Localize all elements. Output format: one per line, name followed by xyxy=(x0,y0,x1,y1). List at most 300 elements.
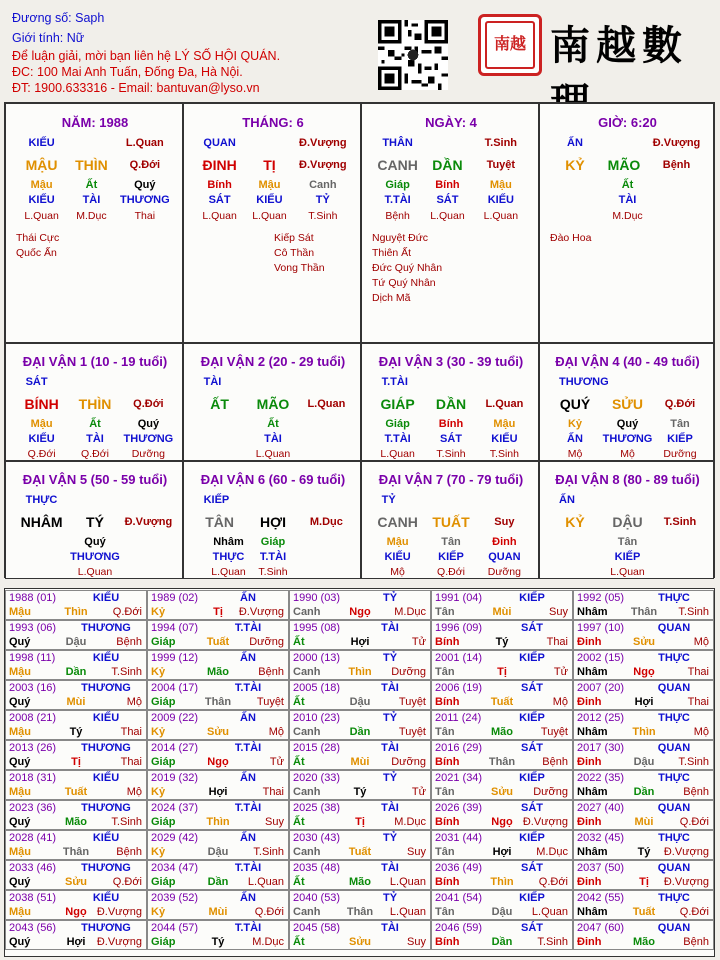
hidden-stage: M.Dục xyxy=(76,210,107,222)
dai-van-title: ĐẠI VẬN 4 (40 - 49 tuổi) xyxy=(555,354,700,369)
year-god: QUAN xyxy=(657,862,691,874)
year-stem: Canh xyxy=(293,906,321,918)
hidden-god: KIẾU xyxy=(491,433,518,445)
year-cell xyxy=(573,890,714,920)
year-stage: L.Quan xyxy=(247,876,284,888)
year-label: 2033 (46) xyxy=(9,862,57,874)
year-stage: Tuyệt xyxy=(398,696,426,708)
year-stem: Mậu xyxy=(9,906,31,918)
star-label: Cô Thần xyxy=(274,247,315,259)
pillar-stage: Q.Đới xyxy=(129,159,161,171)
year-branch: Tuất xyxy=(206,636,230,648)
contact-line-2: ĐC: 100 Mai Anh Tuấn, Đống Đa, Hà Nội. xyxy=(12,65,243,79)
year-stem: Kỷ xyxy=(151,846,166,858)
year-god: TỶ xyxy=(382,652,398,664)
dai-van-stem: GIÁP xyxy=(380,396,415,412)
hidden-stem: Ất xyxy=(267,418,279,430)
year-label: 2010 (23) xyxy=(293,712,341,724)
year-stem: Đinh xyxy=(577,756,602,768)
year-stage: Thai xyxy=(120,756,142,768)
hidden-god: KIẾU xyxy=(384,551,411,563)
hidden-stem: Giáp xyxy=(385,418,410,430)
year-cell xyxy=(147,620,289,650)
hidden-god: THƯƠNG xyxy=(119,194,170,206)
year-stem: Kỷ xyxy=(151,786,166,798)
hidden-stage: Mộ xyxy=(567,448,583,460)
year-stem: Ất xyxy=(293,816,305,828)
year-cell xyxy=(289,680,431,710)
year-branch: Hợi xyxy=(66,936,86,948)
year-cell xyxy=(431,680,573,710)
year-label: 2016 (29) xyxy=(435,742,483,754)
year-god: ẤN xyxy=(240,652,256,664)
year-cell xyxy=(5,740,147,770)
year-stem: Ất xyxy=(293,936,305,948)
year-god: KIẾP xyxy=(519,592,545,604)
hidden-god: THƯƠNG xyxy=(123,433,174,445)
hidden-stem: Tân xyxy=(617,536,638,548)
hidden-stage: L.Quan xyxy=(430,210,465,222)
year-god: KIẾU xyxy=(92,892,120,904)
year-god: THƯƠNG xyxy=(81,622,131,634)
year-cell xyxy=(573,920,714,950)
year-label: 2030 (43) xyxy=(293,832,341,844)
year-god: QUAN xyxy=(657,922,691,934)
year-god: T.TÀI xyxy=(234,682,262,694)
year-label: 2037 (50) xyxy=(577,862,625,874)
year-god: KIẾU xyxy=(92,772,120,784)
year-branch: Tý xyxy=(69,726,83,738)
dai-van-stem: NHÂM xyxy=(20,514,63,530)
year-label: 2011 (24) xyxy=(435,712,482,724)
year-cell xyxy=(431,860,573,890)
pillar-stem: CANH xyxy=(377,157,418,173)
hidden-stage: L.Quan xyxy=(380,448,415,460)
year-stage: Suy xyxy=(549,606,568,618)
hidden-stem: Bính xyxy=(207,179,232,191)
year-stem: Giáp xyxy=(151,756,176,768)
year-label: 1998 (11) xyxy=(9,652,56,664)
year-god: THƯƠNG xyxy=(81,682,131,694)
year-cell xyxy=(5,650,147,680)
year-label: 2041 (54) xyxy=(435,892,483,904)
star-label: Dịch Mã xyxy=(372,292,411,304)
year-branch: Sửu xyxy=(348,936,372,948)
year-cell xyxy=(573,680,714,710)
year-cell xyxy=(573,710,714,740)
dai-van-stem: QUÝ xyxy=(559,396,591,412)
year-god: KIẾU xyxy=(92,592,120,604)
year-stage: Bệnh xyxy=(116,636,142,648)
year-god: SÁT xyxy=(521,922,543,934)
year-stem: Kỷ xyxy=(151,666,166,678)
pillar-branch-god: Đ.Vượng xyxy=(299,137,347,149)
year-stage: Đ.Vượng xyxy=(96,906,142,918)
hidden-stem: Đinh xyxy=(492,536,517,548)
star-label: Thiên Ất xyxy=(372,247,412,259)
year-stem: Tân xyxy=(435,786,455,798)
year-stage: Dưỡng xyxy=(391,666,426,678)
year-branch: Thìn xyxy=(632,726,656,738)
year-stem: Đinh xyxy=(577,816,602,828)
year-stage: M.Dục xyxy=(394,816,426,828)
year-branch: Dần xyxy=(65,666,87,678)
owner-name: Đương số: Saph xyxy=(12,11,105,25)
year-branch: Sửu xyxy=(64,876,88,888)
year-stage: T.Sinh xyxy=(253,846,284,858)
year-branch: Tuất xyxy=(64,786,88,798)
year-god: QUAN xyxy=(657,742,691,754)
year-branch: Ngọ xyxy=(633,666,655,678)
year-god: KIẾP xyxy=(519,772,545,784)
year-stem: Mậu xyxy=(9,786,31,798)
year-stem: Tân xyxy=(435,606,455,618)
year-cell xyxy=(431,620,573,650)
hidden-stage: L.Quan xyxy=(24,210,59,222)
hidden-god: KIẾU xyxy=(28,194,55,206)
year-cell xyxy=(573,590,714,620)
year-stem: Giáp xyxy=(151,816,176,828)
year-cell xyxy=(147,920,289,950)
pillar-branch: MÃO xyxy=(607,157,641,173)
pillar-stage: Đ.Vượng xyxy=(299,159,347,171)
year-god: ẤN xyxy=(240,712,256,724)
dai-van-stage: Q.Đới xyxy=(133,398,164,410)
year-stage: Tuyệt xyxy=(256,696,284,708)
year-god: KIẾU xyxy=(92,712,120,724)
year-god: KIẾP xyxy=(519,712,545,724)
dai-van-stem: TÂN xyxy=(205,514,234,530)
hidden-god: KIẾP xyxy=(667,433,693,445)
year-god: THƯƠNG xyxy=(81,922,131,934)
year-god: KIẾP xyxy=(519,652,545,664)
year-god: TỶ xyxy=(382,772,398,784)
year-label: 2031 (44) xyxy=(435,832,483,844)
year-branch: Thân xyxy=(630,606,658,618)
dai-van-stage: Q.Đới xyxy=(664,398,696,410)
year-god: SÁT xyxy=(521,862,543,874)
year-god: T.TÀI xyxy=(234,862,262,874)
year-label: 1997 (10) xyxy=(577,622,625,634)
year-cell xyxy=(289,800,431,830)
star-label: Kiếp Sát xyxy=(274,232,314,244)
year-label: 2024 (37) xyxy=(151,802,199,814)
hidden-stage: L.Quan xyxy=(77,566,113,578)
year-branch: Tý xyxy=(353,786,367,798)
year-cell xyxy=(147,590,289,620)
hidden-stage: L.Quan xyxy=(610,566,645,578)
year-label: 2040 (53) xyxy=(293,892,341,904)
year-stem: Bính xyxy=(435,936,460,948)
hidden-stem: Giáp xyxy=(385,179,410,191)
year-stage: Dưỡng xyxy=(391,756,426,768)
dai-van-stage: T.Sinh xyxy=(663,516,697,528)
year-branch: Tý xyxy=(211,936,225,948)
year-branch: Thìn xyxy=(206,816,230,828)
year-god: THỰC xyxy=(658,712,690,724)
contact-line-3[interactable]: ĐT: 1900.633316 - Email: bantuvan@lyso.vn xyxy=(12,81,260,95)
pillar-title: NGÀY: 4 xyxy=(425,115,477,130)
year-stem: Kỷ xyxy=(151,726,166,738)
year-label: 1999 (12) xyxy=(151,652,199,664)
year-branch: Dần xyxy=(207,876,229,888)
year-stage: Tử xyxy=(269,756,284,768)
year-label: 2045 (58) xyxy=(293,922,341,934)
year-god: ẤN xyxy=(240,592,256,604)
gender-label: Giới tính: Nữ xyxy=(12,31,85,45)
pillar-stem: MẬU xyxy=(25,157,58,173)
dai-van-title: ĐẠI VẬN 7 (70 - 79 tuổi) xyxy=(378,472,524,487)
hidden-stem: Mậu xyxy=(258,179,281,191)
year-branch: Thìn xyxy=(490,876,514,888)
year-stem: Kỷ xyxy=(151,906,166,918)
year-branch: Tị xyxy=(355,816,365,828)
year-stem: Bính xyxy=(435,876,460,888)
year-cell xyxy=(289,860,431,890)
year-branch: Tuất xyxy=(348,846,372,858)
year-cell xyxy=(289,890,431,920)
year-stem: Canh xyxy=(293,726,321,738)
year-stem: Giáp xyxy=(151,876,176,888)
year-label: 2014 (27) xyxy=(151,742,199,754)
year-stem: Quý xyxy=(9,756,31,768)
year-cell xyxy=(573,860,714,890)
year-cell xyxy=(431,800,573,830)
year-stem: Đinh xyxy=(577,636,602,648)
dai-van-cell xyxy=(183,461,361,579)
year-label: 2015 (28) xyxy=(293,742,341,754)
year-cell xyxy=(147,770,289,800)
year-label: 1993 (06) xyxy=(9,622,57,634)
year-god: TÀI xyxy=(381,742,399,754)
year-label: 2043 (56) xyxy=(9,922,57,934)
dai-van-god: THỰC xyxy=(25,494,58,506)
star-label: Nguyệt Đức xyxy=(372,232,429,244)
year-god: THỰC xyxy=(658,652,690,664)
hidden-stem: Quý xyxy=(616,418,639,430)
pillar-cell xyxy=(361,103,539,343)
hidden-stage: Dưỡng xyxy=(131,448,165,460)
year-stem: Đinh xyxy=(577,936,602,948)
year-label: 2005 (18) xyxy=(293,682,341,694)
pillar-cell xyxy=(5,103,183,343)
dai-van-stem: ẤT xyxy=(210,396,229,412)
year-cell xyxy=(5,920,147,950)
year-stage: M.Dục xyxy=(394,606,426,618)
hidden-stage: Q.Đới xyxy=(27,448,56,460)
year-branch: Mùi xyxy=(492,606,512,618)
year-stage: Đ.Vượng xyxy=(663,846,709,858)
year-stem: Nhâm xyxy=(577,906,608,918)
qr-code-icon[interactable] xyxy=(378,20,448,90)
year-branch: Dậu xyxy=(65,636,87,648)
pillar-title: GIỜ: 6:20 xyxy=(598,115,657,130)
year-branch: Mão xyxy=(207,666,229,678)
year-label: 2038 (51) xyxy=(9,892,57,904)
hidden-god: KIẾU xyxy=(487,194,514,206)
hidden-god: TỶ xyxy=(315,194,330,206)
hidden-stage: Mộ xyxy=(620,448,635,460)
year-god: TÀI xyxy=(381,922,399,934)
year-god: THỰC xyxy=(658,832,690,844)
year-god: KIẾP xyxy=(519,892,545,904)
hidden-stage: L.Quan xyxy=(202,210,237,222)
hidden-stage: L.Quan xyxy=(483,210,519,222)
year-god: T.TÀI xyxy=(234,922,262,934)
hidden-god: THỰC xyxy=(212,551,245,563)
year-stem: Nhâm xyxy=(577,666,608,678)
year-stage: Q.Đới xyxy=(254,906,284,918)
hidden-stem: Quý xyxy=(134,179,156,191)
year-stage: Tử xyxy=(553,666,568,678)
year-stage: T.Sinh xyxy=(111,666,142,678)
year-cell xyxy=(147,680,289,710)
dai-van-title: ĐẠI VẬN 8 (80 - 89 tuổi) xyxy=(555,472,700,487)
year-cell xyxy=(573,650,714,680)
year-label: 2042 (55) xyxy=(577,892,625,904)
year-label: 1989 (02) xyxy=(151,592,199,604)
year-label: 2006 (19) xyxy=(435,682,483,694)
hidden-god: TÀI xyxy=(618,194,637,206)
year-branch: Sửu xyxy=(490,786,514,798)
year-god: SÁT xyxy=(521,742,543,754)
dai-van-branch: DẦN xyxy=(435,396,467,412)
year-god: TỶ xyxy=(382,592,398,604)
year-stem: Quý xyxy=(9,936,31,948)
year-branch: Mùi xyxy=(350,756,370,768)
year-label: 1988 (01) xyxy=(9,592,57,604)
year-label: 2004 (17) xyxy=(151,682,199,694)
year-branch: Mùi xyxy=(66,696,86,708)
year-god: THỰC xyxy=(658,892,690,904)
seal-stamp-icon xyxy=(478,14,542,76)
year-cell xyxy=(147,800,289,830)
year-branch: Mùi xyxy=(634,816,654,828)
dai-van-branch: TÝ xyxy=(86,514,104,530)
year-cell xyxy=(5,620,147,650)
dai-van-stage: L.Quan xyxy=(307,398,346,410)
year-branch: Dậu xyxy=(491,906,513,918)
year-branch: Tị xyxy=(639,876,649,888)
year-stem: Kỷ xyxy=(151,606,166,618)
year-branch: Tị xyxy=(497,666,507,678)
hidden-stem: Canh xyxy=(309,179,337,191)
year-stem: Đinh xyxy=(577,696,602,708)
year-branch: Sửu xyxy=(632,636,656,648)
year-stage: Đ.Vượng xyxy=(238,606,284,618)
year-god: TỶ xyxy=(382,832,398,844)
dai-van-cell xyxy=(361,343,539,461)
year-branch: Hợi xyxy=(634,696,654,708)
dai-van-stage: Đ.Vượng xyxy=(124,516,173,528)
year-stage: Mộ xyxy=(552,696,568,708)
year-stage: Mộ xyxy=(693,726,709,738)
year-cell xyxy=(431,590,573,620)
hidden-stage: T.Sinh xyxy=(489,448,519,460)
year-label: 2017 (30) xyxy=(577,742,625,754)
year-branch: Mão xyxy=(633,936,655,948)
year-label: 2023 (36) xyxy=(9,802,57,814)
year-stage: Bệnh xyxy=(683,786,709,798)
year-cell xyxy=(289,770,431,800)
year-god: TÀI xyxy=(381,622,399,634)
year-stem: Tân xyxy=(435,726,455,738)
dai-van-title: ĐẠI VẬN 3 (30 - 39 tuổi) xyxy=(378,354,524,369)
year-cell xyxy=(5,830,147,860)
year-branch: Mão xyxy=(349,876,371,888)
year-stem: Tân xyxy=(435,666,455,678)
year-label: 2027 (40) xyxy=(577,802,625,814)
year-god: QUAN xyxy=(657,622,691,634)
year-branch: Tuất xyxy=(632,906,656,918)
year-branch: Dậu xyxy=(633,756,655,768)
pillar-stem: ĐINH xyxy=(202,157,237,173)
year-label: 2044 (57) xyxy=(151,922,199,934)
year-stem: Tân xyxy=(435,906,455,918)
dai-van-title: ĐẠI VẬN 5 (50 - 59 tuổi) xyxy=(22,472,168,487)
year-stage: Tử xyxy=(411,786,426,798)
hidden-stem: Ất xyxy=(85,179,98,191)
year-cell xyxy=(573,740,714,770)
pillar-branch: TỊ xyxy=(263,157,276,173)
hidden-god: THƯƠNG xyxy=(70,551,120,563)
year-god: TỶ xyxy=(382,712,398,724)
year-label: 2018 (31) xyxy=(9,772,57,784)
year-god: SÁT xyxy=(521,802,543,814)
year-branch: Thân xyxy=(62,846,90,858)
year-god: TÀI xyxy=(381,862,399,874)
year-god: QUAN xyxy=(657,682,691,694)
hidden-stem: Nhâm xyxy=(213,536,244,548)
year-cell xyxy=(147,890,289,920)
year-cell xyxy=(147,860,289,890)
year-table xyxy=(4,588,715,957)
year-cell xyxy=(5,800,147,830)
year-branch: Tý xyxy=(495,636,509,648)
year-stage: Thai xyxy=(687,696,709,708)
year-god: TÀI xyxy=(381,802,399,814)
year-cell xyxy=(5,770,147,800)
year-cell xyxy=(5,890,147,920)
hidden-stage: L.Quan xyxy=(211,566,246,578)
pillar-title: NĂM: 1988 xyxy=(61,115,129,130)
hidden-stage: L.Quan xyxy=(255,448,291,460)
pillar-branch-god: T.Sinh xyxy=(484,137,518,149)
star-label: Đức Quý Nhân xyxy=(372,262,443,274)
year-stage: Dưỡng xyxy=(533,786,568,798)
year-branch: Tuất xyxy=(490,696,514,708)
pillar-stem-god: ẤN xyxy=(567,137,583,149)
dai-van-cell xyxy=(539,343,714,461)
year-stage: Thai xyxy=(262,786,284,798)
hidden-stem: Ất xyxy=(89,418,101,430)
year-stage: M.Dục xyxy=(536,846,568,858)
year-label: 1991 (04) xyxy=(435,592,483,604)
pillar-branch-god: Đ.Vượng xyxy=(652,137,701,149)
year-stem: Bính xyxy=(435,816,460,828)
dai-van-branch: TUẤT xyxy=(432,514,470,530)
year-cell xyxy=(147,710,289,740)
star-label: Tứ Quý Nhân xyxy=(372,277,436,289)
dai-van-god: TÀI xyxy=(203,376,222,388)
hidden-stage: Dưỡng xyxy=(663,448,697,460)
dai-van-stem: CANH xyxy=(377,514,418,530)
hidden-god: KIẾP xyxy=(614,551,641,563)
year-cell xyxy=(289,650,431,680)
year-label: 2028 (41) xyxy=(9,832,57,844)
year-branch: Ngọ xyxy=(65,906,87,918)
year-branch: Dậu xyxy=(349,696,371,708)
